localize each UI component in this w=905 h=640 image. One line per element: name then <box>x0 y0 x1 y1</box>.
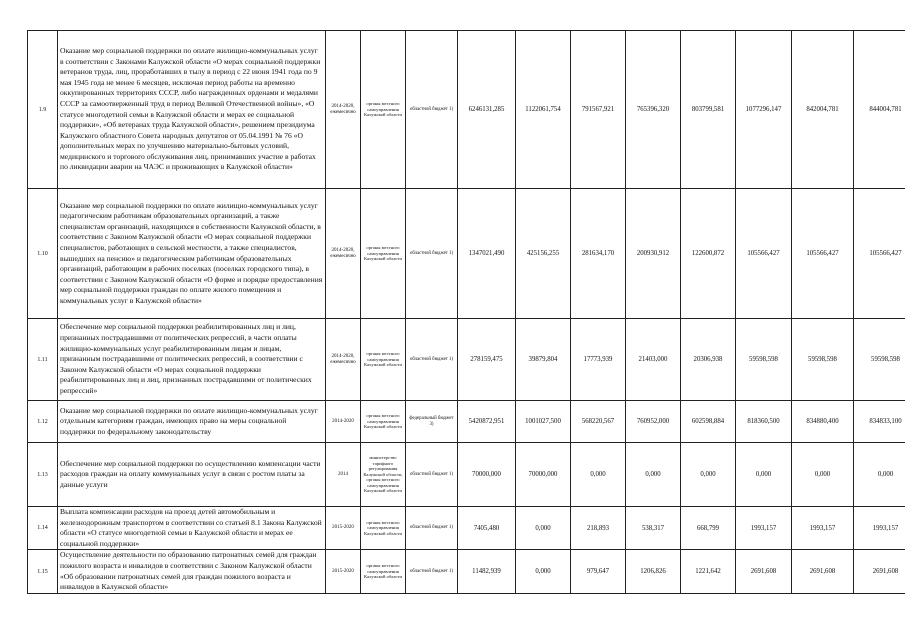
amount-year-2017: 20306,938 <box>681 319 736 401</box>
amount-year-2019: 59598,598 <box>792 319 854 401</box>
measure-description: Осуществление деятельности по образованию патронатных семей для граждан пожилого возраста и инвалидов в соответствии с Законом Калужской области «Об образовании патронатных семей для граждан пожилого возраста и инвалидов в Калужской области» <box>58 550 326 593</box>
amount-year-2015: 0,000 <box>571 443 626 507</box>
funding-source-cell: областной бюджет 1) <box>406 443 458 507</box>
amount-year-2018: 2691,608 <box>736 550 792 593</box>
period-cell: 2014-2020, ежемесячно <box>326 189 361 319</box>
period-cell: 2014-2020, ежемесячно <box>326 31 361 189</box>
amount-year-2016: 760952,000 <box>626 401 681 443</box>
amount-total: 70000,000 <box>458 443 516 507</box>
executor-cell: органы местного самоуправления Калужской области <box>361 189 406 319</box>
amount-year-2014: 1001027,500 <box>516 401 571 443</box>
executor-cell: министерство тарифного регулирования Калужской области, органы местного самоуправления Калужской области <box>361 443 406 507</box>
amount-year-2018: 1993,157 <box>736 507 792 550</box>
amount-year-2014: 0,000 <box>516 550 571 593</box>
amount-year-2016: 21403,000 <box>626 319 681 401</box>
amount-year-2016: 765396,320 <box>626 31 681 189</box>
table-row <box>28 319 905 401</box>
amount-year-2017: 803799,581 <box>681 31 736 189</box>
amount-year-2018: 0,000 <box>736 443 792 507</box>
amount-year-2019: 834880,400 <box>792 401 854 443</box>
amount-year-2020: 844004,781 <box>854 31 905 189</box>
executor-cell: органы местного самоуправления Калужской области <box>361 401 406 443</box>
funding-source-cell: областной бюджет 1) <box>406 507 458 550</box>
executor-cell: органы местного самоуправления Калужской области <box>361 550 406 593</box>
amount-year-2015: 791567,921 <box>571 31 626 189</box>
amount-year-2017: 122600,872 <box>681 189 736 319</box>
program-measures-table <box>27 30 905 594</box>
amount-year-2019: 105566,427 <box>792 189 854 319</box>
table-row <box>28 550 905 593</box>
amount-year-2018: 1077296,147 <box>736 31 792 189</box>
amount-year-2016: 0,000 <box>626 443 681 507</box>
amount-year-2016: 200930,912 <box>626 189 681 319</box>
amount-year-2015: 218,893 <box>571 507 626 550</box>
amount-total: 5420872,951 <box>458 401 516 443</box>
amount-year-2017: 1221,642 <box>681 550 736 593</box>
amount-year-2020: 1993,157 <box>854 507 905 550</box>
amount-year-2016: 1206,826 <box>626 550 681 593</box>
amount-year-2019: 2691,608 <box>792 550 854 593</box>
amount-year-2018: 105566,427 <box>736 189 792 319</box>
period-cell: 2015-2020 <box>326 550 361 593</box>
executor-cell: органы местного самоуправления Калужской области <box>361 31 406 189</box>
amount-year-2020: 105566,427 <box>854 189 905 319</box>
funding-source-cell: областной бюджет 1) <box>406 319 458 401</box>
measure-description: Обеспечение мер социальной поддержки реабилитированных лиц и лиц, признанных пострадавшими от политических репрессий, в части оплаты жилищно-коммунальных услуг реабилитированным лицам и лицам, признанным пострадавшими от политических репрессий, в соответствии с Законом Калужской области «О мерах социальной поддержки реабилитированных лиц и лиц, признанных пострадавшими от политических репрессий» <box>58 319 326 401</box>
period-cell: 2014-2020, ежемесячно <box>326 319 361 401</box>
amount-year-2014: 39879,804 <box>516 319 571 401</box>
table-row <box>28 401 905 443</box>
amount-total: 11482,939 <box>458 550 516 593</box>
row-number: 1.10 <box>28 189 58 319</box>
amount-year-2018: 59598,598 <box>736 319 792 401</box>
amount-year-2020: 59598,598 <box>854 319 905 401</box>
row-number: 1.15 <box>28 550 58 593</box>
amount-year-2019: 0,000 <box>792 443 854 507</box>
table-row <box>28 443 905 507</box>
amount-year-2020: 2691,608 <box>854 550 905 593</box>
row-number: 1.12 <box>28 401 58 443</box>
amount-year-2014: 70000,000 <box>516 443 571 507</box>
amount-year-2020: 834833,100 <box>854 401 905 443</box>
table-row <box>28 31 905 189</box>
executor-cell: органы местного самоуправления Калужской области <box>361 507 406 550</box>
amount-year-2017: 668,799 <box>681 507 736 550</box>
period-cell: 2015-2020 <box>326 507 361 550</box>
amount-year-2018: 818360,500 <box>736 401 792 443</box>
amount-year-2014: 0,000 <box>516 507 571 550</box>
row-number: 1.13 <box>28 443 58 507</box>
amount-total: 1347021,490 <box>458 189 516 319</box>
executor-cell: органы местного самоуправления Калужской области <box>361 319 406 401</box>
table-row <box>28 189 905 319</box>
amount-year-2015: 979,647 <box>571 550 626 593</box>
period-cell: 2014 <box>326 443 361 507</box>
amount-total: 278159,475 <box>458 319 516 401</box>
amount-total: 7405,480 <box>458 507 516 550</box>
amount-total: 6246131,285 <box>458 31 516 189</box>
funding-source-cell: областной бюджет 1) <box>406 31 458 189</box>
row-number: 1.11 <box>28 319 58 401</box>
period-cell: 2014-2020 <box>326 401 361 443</box>
amount-year-2016: 538,317 <box>626 507 681 550</box>
amount-year-2014: 425156,255 <box>516 189 571 319</box>
amount-year-2019: 1993,157 <box>792 507 854 550</box>
measure-description: Обеспечение мер социальной поддержки по осуществлению компенсации части расходов граждан на оплату коммунальных услуг в связи с ростом платы за данные услуги <box>58 443 326 507</box>
row-number: 1.9 <box>28 31 58 189</box>
amount-year-2015: 281634,170 <box>571 189 626 319</box>
amount-year-2015: 17773,939 <box>571 319 626 401</box>
amount-year-2017: 602598,884 <box>681 401 736 443</box>
funding-source-cell: областной бюджет 1) <box>406 550 458 593</box>
amount-year-2020: 0,000 <box>854 443 905 507</box>
measure-description: Выплата компенсации расходов на проезд детей автомобильным и железнодорожным транспортом в соответствии со статьей 8.1 Закона Калужской области «О статусе многодетной семьи в Калужской области и мерах ее социальной поддержки» <box>58 507 326 550</box>
table-row <box>28 507 905 550</box>
funding-source-cell: федеральный бюджет 3) <box>406 401 458 443</box>
amount-year-2017: 0,000 <box>681 443 736 507</box>
amount-year-2015: 568220,567 <box>571 401 626 443</box>
funding-source-cell: областной бюджет 1) <box>406 189 458 319</box>
amount-year-2014: 1122061,754 <box>516 31 571 189</box>
row-number: 1.14 <box>28 507 58 550</box>
measure-description: Оказание мер социальной поддержки по оплате жилищно-коммунальных услуг отдельным категориям граждан, имеющих право на меры социальной поддержки по федеральному законодательству <box>58 401 326 443</box>
amount-year-2019: 842004,781 <box>792 31 854 189</box>
measure-description: Оказание мер социальной поддержки по оплате жилищно-коммунальных услуг педагогическим работникам образовательных организаций, а также специалистам организаций, находящихся в собственности Калужской области, в соответствии с Законом Калужской области «О мерах социальной поддержки специалистов, работающих в сельской местности, а также специалистов, вышедших на пенсию» и педагогическим работникам образовательных организаций, работающим в рабочих поселках (поселках городского типа), в соответствии с Законом Калужской области «О форме и порядке предоставления мер социальной поддержки граждан по оплате жилого помещения и коммунальных услуг в Калужской области» <box>58 189 326 319</box>
measure-description: Оказание мер социальной поддержки по оплате жилищно-коммунальных услуг в соответствии с Законами Калужской области «О мерах социальной поддержки ветеранов труда, лиц, проработавших в тылу в период с 22 июня 1941 года по 9 мая 1945 года не менее 6 месяцев, исключая период работы на временно оккупированных территориях СССР, либо награжденных орденами и медалями СССР за самоотверженный труд в период Великой Отечественной войны», «О статусе многодетной семьи в Калужской области и мерах ее социальной поддержки», «Об ветеранах труда Калужской области», решением президиума Калужского областного Совета народных депутатов от 05.04.1991 № 76 «О дополнительных мерах по улучшению материально-бытовых условий, медицинского и торгового обслуживания лиц, принимавших участие в работах по ликвидации аварии на ЧАЭС и проживающих в Калужской области» <box>58 31 326 189</box>
